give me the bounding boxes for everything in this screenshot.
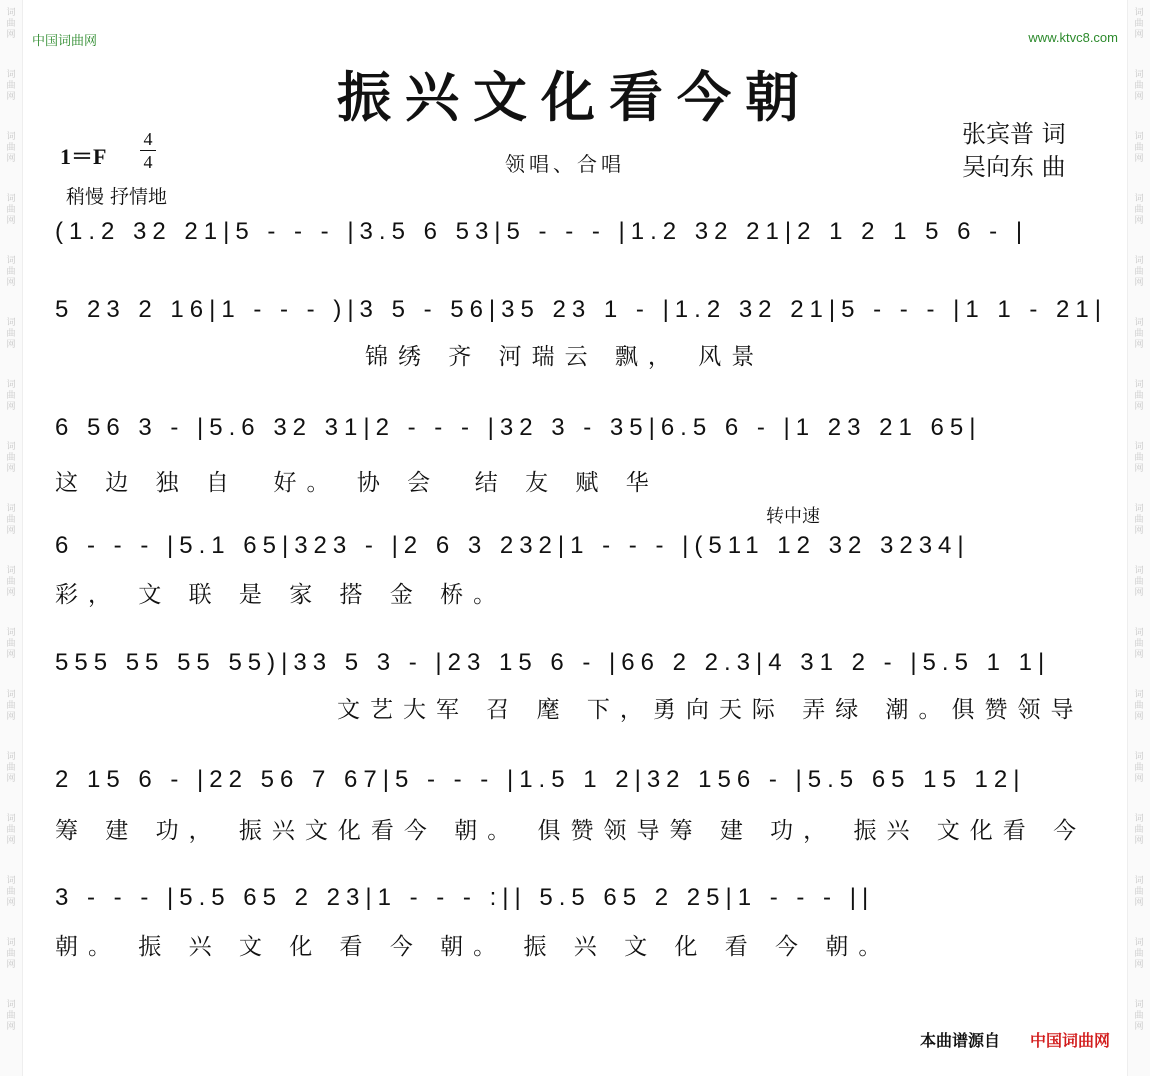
watermark-glyphs: 词 曲 网 — [6, 938, 16, 970]
credits — [962, 118, 1066, 184]
song-title: 振兴文化看今朝 — [337, 65, 813, 129]
speed-change-marking: 转中速 — [766, 506, 820, 527]
meter-top: 4 — [143, 129, 153, 149]
watermark-glyphs: 词 曲 网 — [6, 628, 16, 660]
watermark-glyphs: 词 曲 网 — [1134, 8, 1144, 40]
lyrics-line: 这 边 独 自 好。 协 会 结 友 赋 华 — [55, 470, 659, 496]
watermark-glyphs: 词 曲 网 — [1134, 504, 1144, 536]
meter-divider — [140, 150, 156, 151]
watermark-glyphs: 词 曲 网 — [6, 566, 16, 598]
notes-line: 2 15 6 - |22 56 7 67|5 - - - |1.5 1 2|32 156 - |5.5 65 15 12| — [55, 766, 1026, 793]
watermark-glyphs: 词 曲 网 — [6, 1000, 16, 1032]
time-signature — [140, 128, 156, 173]
watermark-glyphs: 词 曲 网 — [6, 814, 16, 846]
left-watermark-strip — [0, 0, 23, 1076]
lyricist: 张宾普 词 — [962, 120, 1066, 148]
watermark-glyphs: 词 曲 网 — [1134, 132, 1144, 164]
notes-line: 6 56 3 - |5.6 32 31|2 - - - |32 3 - 35|6.5 6 - |1 23 21 65| — [55, 414, 982, 441]
watermark-glyphs: 词 曲 网 — [6, 380, 16, 412]
watermark-glyphs: 词 曲 网 — [1134, 70, 1144, 102]
watermark-glyphs: 词 曲 网 — [6, 70, 16, 102]
watermark-glyphs: 词 曲 网 — [1134, 566, 1144, 598]
lyrics-line: 彩， 文 联 是 家 搭 金 桥。 — [55, 582, 507, 608]
watermark-glyphs: 词 曲 网 — [6, 194, 16, 226]
site-url-top-right: www.ktvc8.com — [1028, 30, 1118, 45]
watermark-glyphs: 词 曲 网 — [1134, 752, 1144, 784]
watermark-glyphs: 词 曲 网 — [1134, 1000, 1144, 1032]
right-watermark-strip — [1127, 0, 1150, 1076]
key-signature: 1＝F — [60, 144, 107, 169]
watermark-glyphs: 词 曲 网 — [6, 256, 16, 288]
watermark-glyphs: 词 曲 网 — [1134, 318, 1144, 350]
watermark-glyphs: 词 曲 网 — [6, 132, 16, 164]
watermark-glyphs: 词 曲 网 — [1134, 442, 1144, 474]
lyrics-line: 锦绣 齐 河瑞云 飘， 风景 — [365, 344, 765, 370]
site-name-top-left: 中国词曲网 — [32, 34, 98, 49]
watermark-glyphs: 词 曲 网 — [6, 8, 16, 40]
watermark-glyphs: 词 曲 网 — [1134, 380, 1144, 412]
watermark-glyphs: 词 曲 网 — [6, 442, 16, 474]
watermark-glyphs: 词 曲 网 — [1134, 814, 1144, 846]
notes-line: 3 - - - |5.5 65 2 23|1 - - - :|| 5.5 65 2 25|1 - - - || — [55, 884, 875, 911]
lyrics-line: 朝。 振 兴 文 化 看 今 朝。 振 兴 文 化 看 今 朝。 — [55, 934, 892, 960]
watermark-glyphs: 词 曲 网 — [1134, 690, 1144, 722]
notes-line: (1.2 32 21|5 - - - |3.5 6 53|5 - - - |1.2 32 21|2 1 2 1 5 6 - | — [55, 218, 1029, 245]
composer: 吴向东 曲 — [962, 153, 1066, 181]
watermark-glyphs: 词 曲 网 — [1134, 628, 1144, 660]
tempo-marking: 稍慢 抒情地 — [66, 186, 168, 208]
notes-line: 6 - - - |5.1 65|323 - |2 6 3 232|1 - - - |(511 12 32 3234| — [55, 532, 970, 559]
voice-arrangement: 领唱、合唱 — [505, 152, 625, 176]
watermark-glyphs: 词 曲 网 — [1134, 876, 1144, 908]
watermark-glyphs: 词 曲 网 — [1134, 256, 1144, 288]
footer-site-link[interactable]: 中国词曲网 — [1030, 1031, 1111, 1050]
watermark-glyphs: 词 曲 网 — [6, 752, 16, 784]
watermark-glyphs: 词 曲 网 — [6, 876, 16, 908]
watermark-glyphs: 词 曲 网 — [1134, 938, 1144, 970]
lyrics-line: 筹 建 功， 振兴文化看今 朝。 俱赞领导筹 建 功， 振兴 文化看 今 — [55, 818, 1087, 844]
lyrics-line: 文艺大军 召 麾 下，勇向天际 弄绿 潮。俱赞领导 — [337, 697, 1084, 723]
watermark-glyphs: 词 曲 网 — [6, 318, 16, 350]
watermark-glyphs: 词 曲 网 — [1134, 194, 1144, 226]
meter-bottom: 4 — [143, 152, 153, 172]
notes-line: 555 55 55 55)|33 5 3 - |23 15 6 - |66 2 2.3|4 31 2 - |5.5 1 1| — [55, 649, 1051, 676]
watermark-glyphs: 词 曲 网 — [6, 690, 16, 722]
notes-line: 5 23 2 16|1 - - - )|3 5 - 56|35 23 1 - |1.2 32 21|5 - - - |1 1 - 21| — [55, 296, 1107, 323]
footer-source-label: 本曲谱源自 — [920, 1031, 1001, 1050]
watermark-glyphs: 词 曲 网 — [6, 504, 16, 536]
